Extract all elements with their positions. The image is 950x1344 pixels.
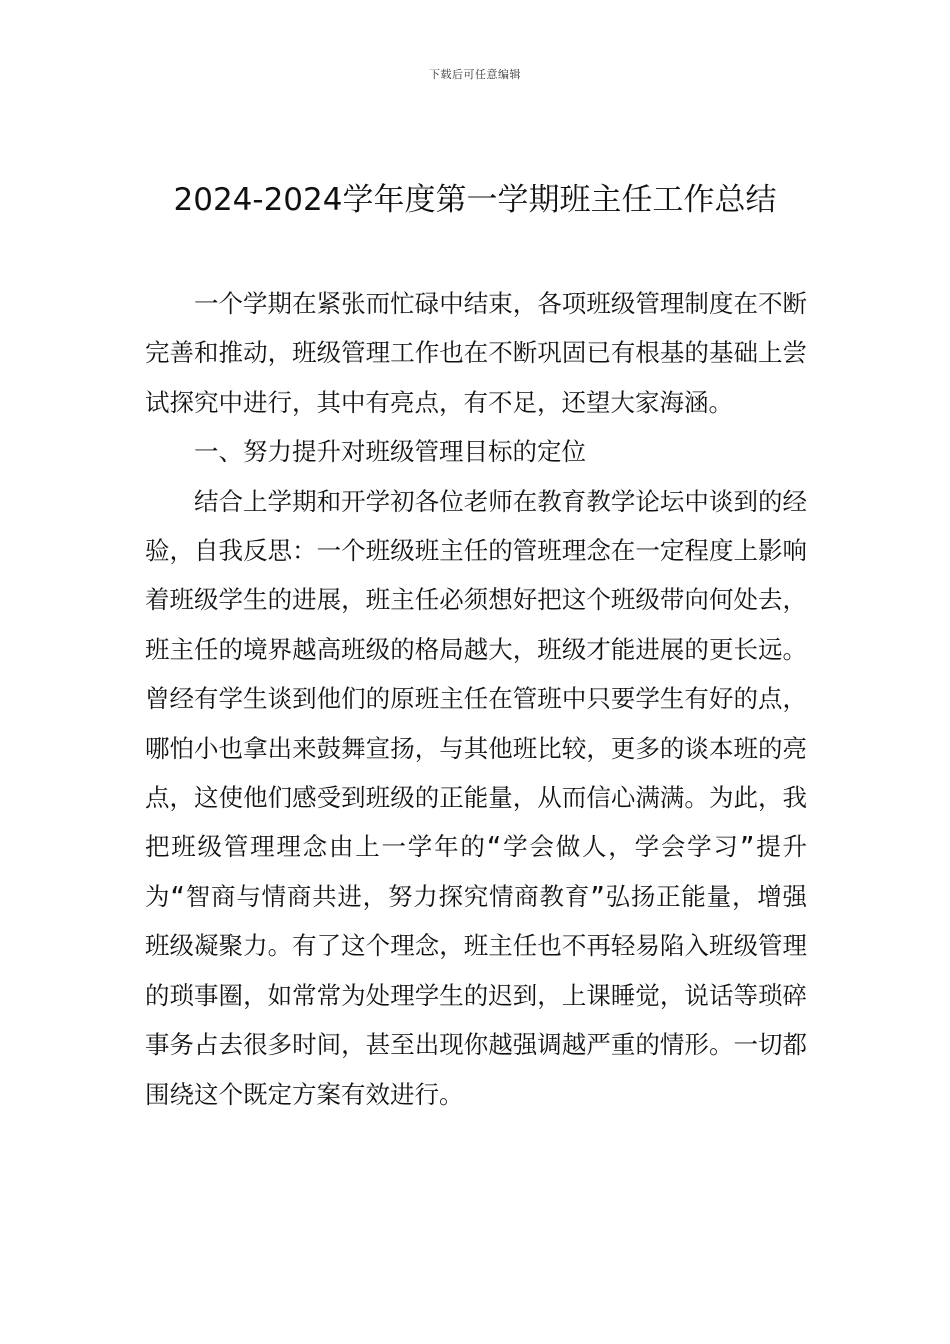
header-note: 下载后可任意编辑 [429, 68, 521, 81]
section-heading-1: 一、努力提升对班级管理目标的定位 [194, 437, 586, 467]
paragraph-intro: 一个学期在紧张而忙碌中结束，各项班级管理制度在不断完善和推动，班级管理工作也在不断巩固已有根基的基础上尝试探究中进行，其中有亮点，有不足，还望大家海涵。 [145, 289, 807, 417]
document-body [145, 279, 807, 1119]
paragraph-section-1: 结合上学期和开学初各位老师在教育教学论坛中谈到的经验，自我反思：一个班级班主任的管班理念在一定程度上影响着班级学生的进展，班主任必须想好把这个班级带向何处去，班主任的境界越高班级的格局越大，班级才能进展的更长远。曾经有学生谈到他们的原班主任在管班中只要学生有好的点，哪怕小也拿出来鼓舞宣扬，与其他班比较，更多的谈本班的亮点，这使他们感受到班级的正能量，从而信心满满。为此，我把班级管理理念由上一学年的“学会做人，学会学习”提升为“智商与情商共进，努力探究情商教育”弘扬正能量，增强班级凝聚力。有了这个理念，班主任也不再轻易陷入班级管理的琐事圈，如常常为处理学生的迟到，上课睡觉，说话等琐碎事务占去很多时间，甚至出现你越强调越严重的情形。一切都围绕这个既定方案有效进行。 [145, 486, 807, 1109]
document-title: 2024-2024学年度第一学期班主任工作总结 [173, 182, 777, 218]
